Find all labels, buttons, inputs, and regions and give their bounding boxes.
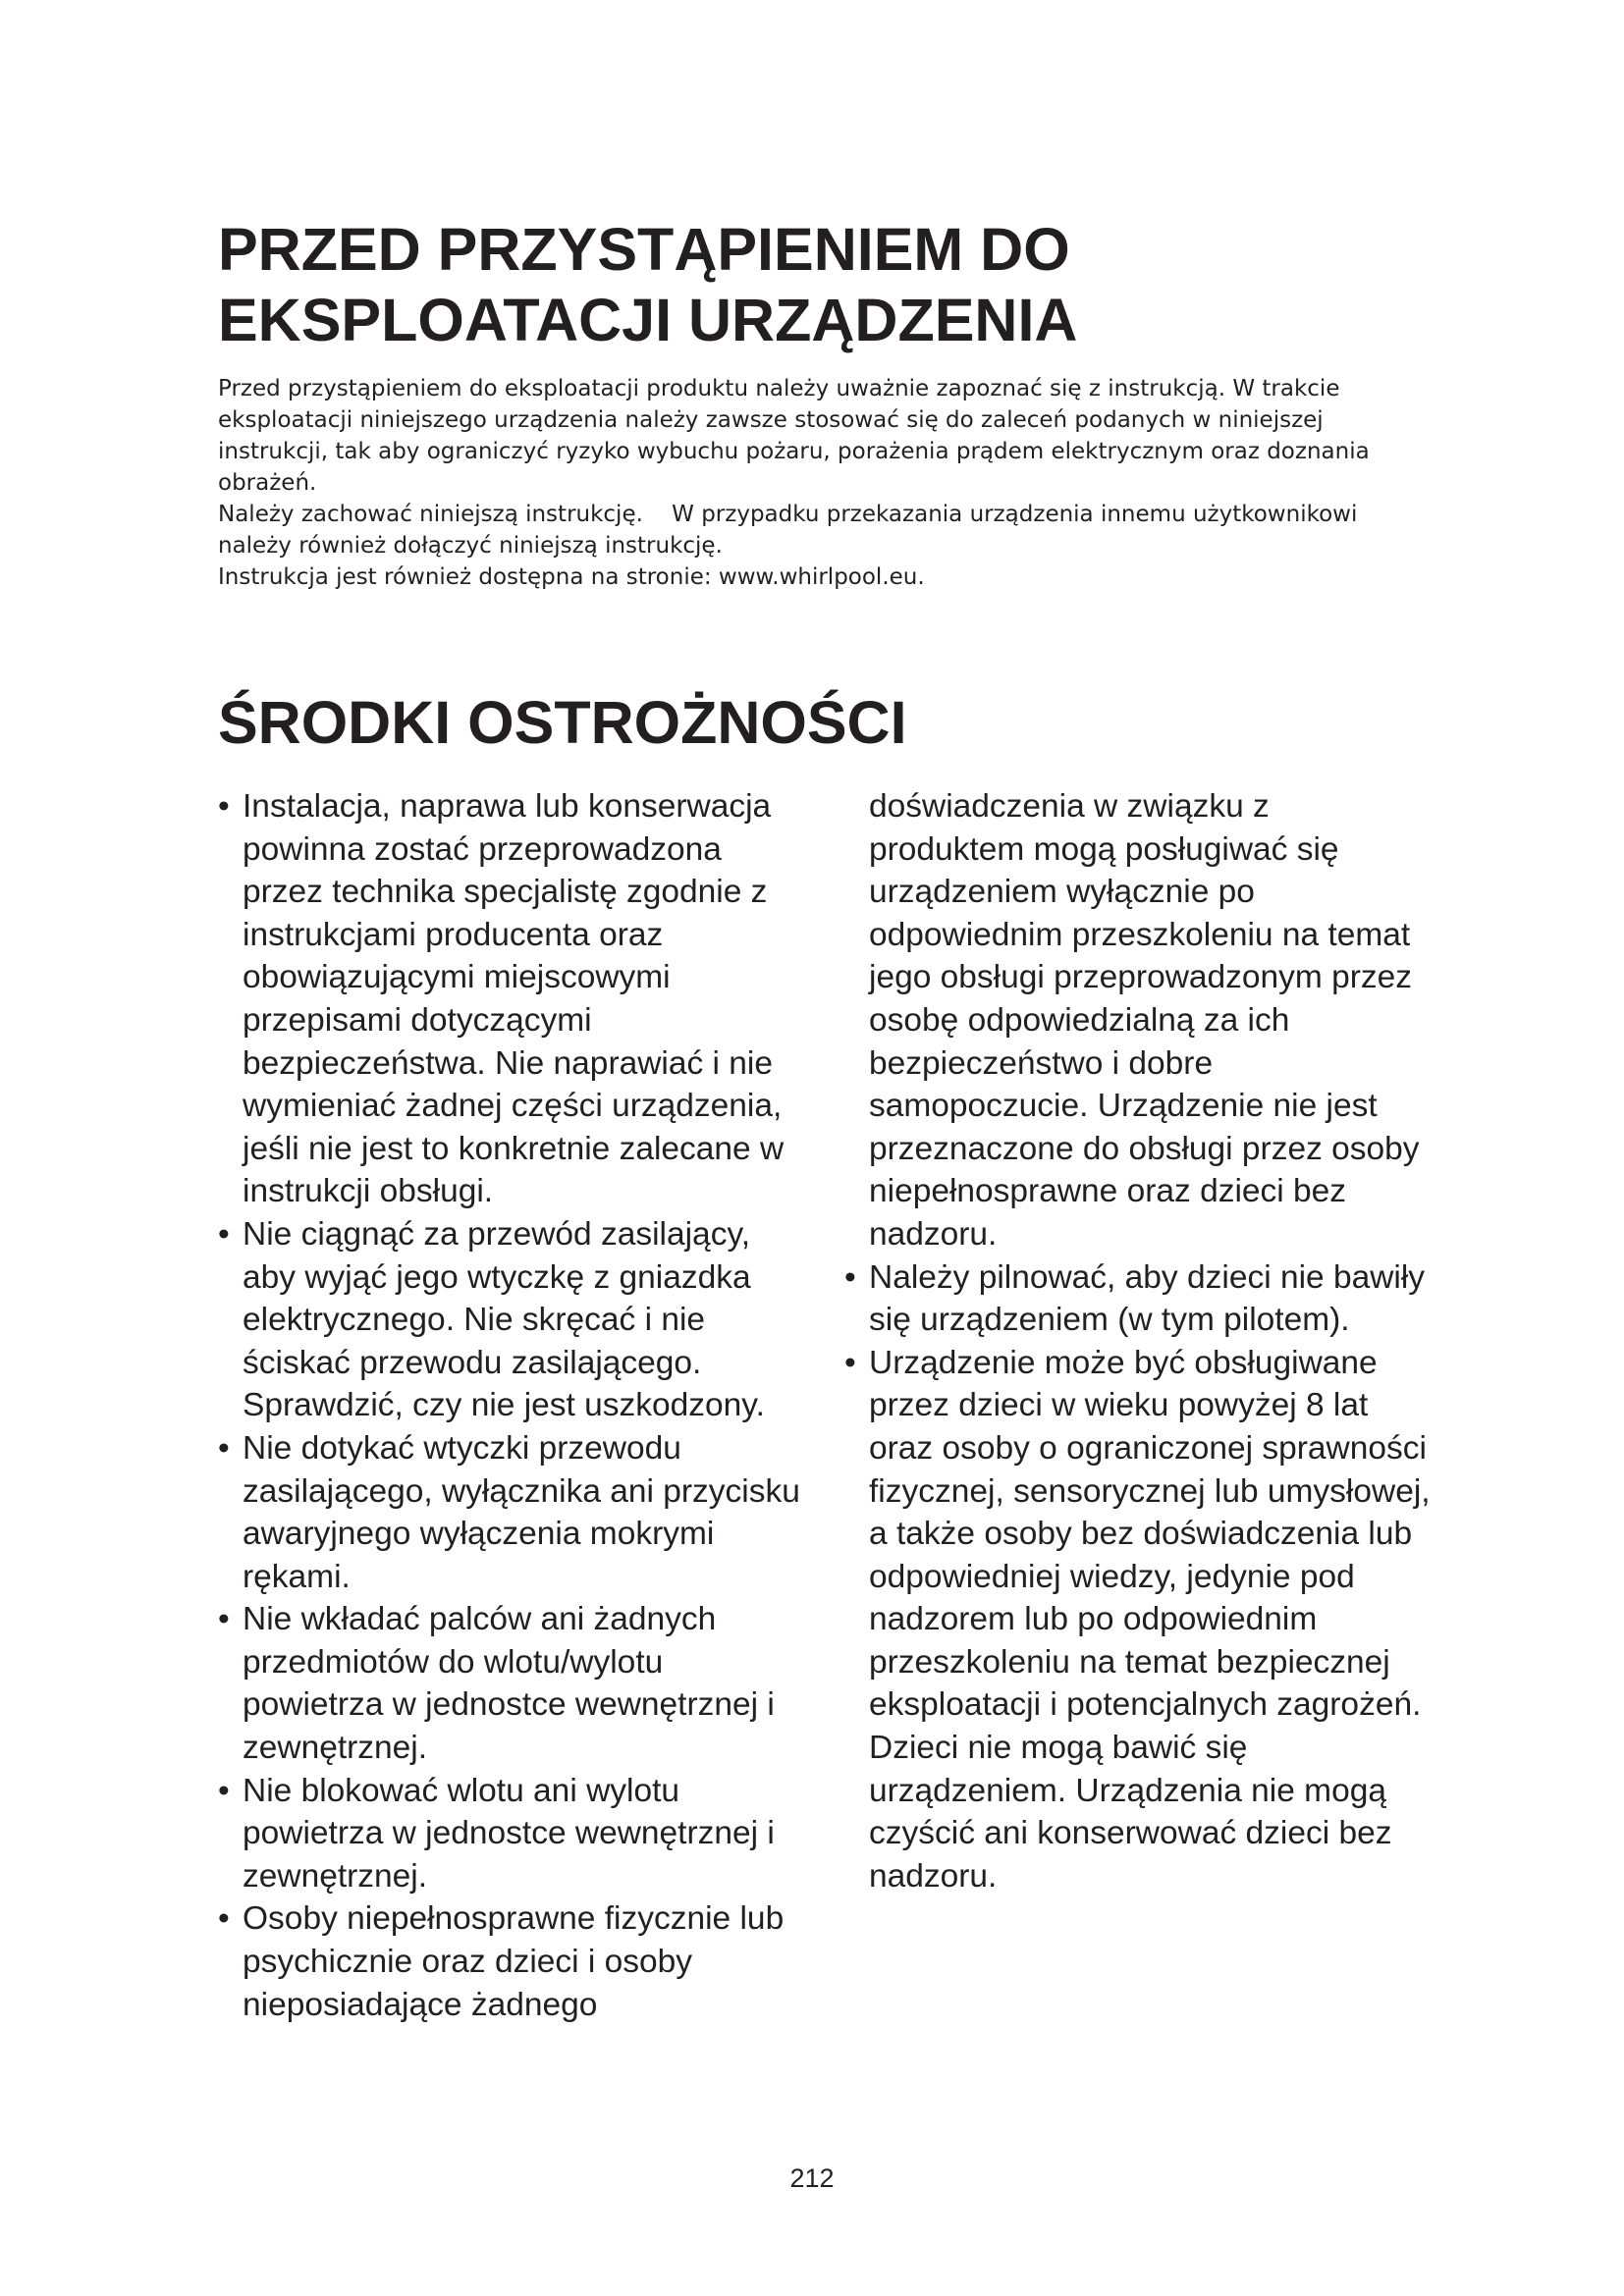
safety-item-wet-hands [216,1427,805,1598]
safety-list-right [842,1256,1432,1898]
safety-item-children-play [842,1256,1432,1342]
safety-item-text: Nie dotykać wtyczki przewodu zasilającego, wyłącznika ani przycisku awaryjnego wyłączenia mokrymi rękami. [243,1429,800,1595]
safety-item-text: Nie ciągnąć za przewód zasilający, aby wyjąć jego wtyczkę z gniazdka elektrycznego. Nie skręcać i nie ściskać przewodu zasilającego. Sprawdzić, czy nie jest uszkodzony. [243,1215,765,1424]
safety-item-text: Należy pilnować, aby dzieci nie bawiły się urządzeniem (w tym pilotem). [869,1258,1426,1339]
safety-item-airflow [216,1770,805,1898]
intro-paragraph-3: Instrukcja jest również dostępna na stronie: www.whirlpool.eu. [218,564,925,590]
bullet-icon: • [218,788,230,825]
bullet-icon: • [844,1344,856,1381]
safety-list-left [216,785,805,2026]
intro-paragraph-2: Należy zachować niniejszą instrukcję. W przypadku przekazania urządzenia innemu użytkownikowi należy również dołączyć niniejszą instrukcję. [218,502,1365,559]
intro-paragraph-1: Przed przystąpieniem do eksploatacji produktu należy uważnie zapoznać się z instrukcją. W trakcie eksploatacji niniejszego urządzenia należy zawsze stosować się do zaleceń podanych w niniejszej instrukcji, tak aby ograniczyć ryzyko wybuchu pożaru, porażenia prądem elektrycznym oraz doznania obrażeń. [218,376,1370,496]
safety-column-left [216,785,805,2026]
page-title [218,214,1396,355]
safety-item-children-age [842,1342,1432,1898]
bullet-icon: • [218,1772,230,1809]
page-title-line-1: PRZED PRZYSTĄPIENIEM DO [218,216,1070,283]
bullet-icon: • [218,1215,230,1253]
bullet-icon: • [218,1601,230,1638]
safety-item-power-cord [216,1213,805,1427]
safety-heading: ŚRODKI OSTROŻNOŚCI [218,689,907,756]
safety-item-text: Nie wkładać palców ani żadnych przedmiotów do wlotu/wylotu powietrza w jednostce wewnętrznej i zewnętrznej. [243,1601,775,1767]
intro-section [218,373,1435,593]
safety-item-text: Osoby niepełnosprawne fizycznie lub psychicznie oraz dzieci i osoby nieposiadające żadnego [243,1900,785,2023]
safety-item-text: Nie blokować wlotu ani wylotu powietrza w jednostce wewnętrznej i zewnętrznej. [243,1772,775,1895]
bullet-icon: • [218,1900,230,1938]
page-title-line-2: EKSPLOATACJI URZĄDZENIA [218,287,1078,353]
safety-item-text: Instalacja, naprawa lub konserwacja powinna zostać przeprowadzona przez technika specjalistę zgodnie z instrukcjami producenta oraz obowiązującymi miejscowymi przepisami dotyczącymi bezpieczeństwa. Nie naprawiać i nie wymieniać żadnej części urządzenia, jeśli nie jest to konkretnie zalecane w instrukcji obsługi. [243,788,785,1210]
safety-item-continuation: doświadczenia w związku z produktem mogą posługiwać się urządzeniem wyłącznie po odpowiednim przeszkoleniu na temat jego obsługi przeprowadzonym przez osobę odpowiedzialną za ich bezpieczeństwo i dobre samopoczucie. Urządzenie nie jest przeznaczone do obsługi przez osoby niepełnosprawne oraz dzieci bez nadzoru. [869,788,1420,1253]
safety-item-disabled-persons [216,1897,805,2026]
safety-column-right [842,785,1432,1897]
safety-item-text: Urządzenie może być obsługiwane przez dzieci w wieku powyżej 8 lat oraz osoby o ograniczonej sprawności fizycznej, sensorycznej lub umysłowej, a także osoby bez doświadczenia lub odpowiedniej wiedzy, jedynie pod nadzorem lub po odpowiednim przeszkoleniu na temat bezpiecznej eksploatacji i potencjalnych zagrożeń. Dzieci nie mogą bawić się urządzeniem. Urządzenia nie mogą czyścić ani konserwować dzieci bez nadzoru. [869,1344,1431,1895]
bullet-icon: • [844,1258,856,1296]
bullet-icon: • [218,1429,230,1467]
safety-item-installation [216,785,805,1213]
page-number: 212 [789,2163,835,2193]
safety-item-fingers [216,1598,805,1769]
